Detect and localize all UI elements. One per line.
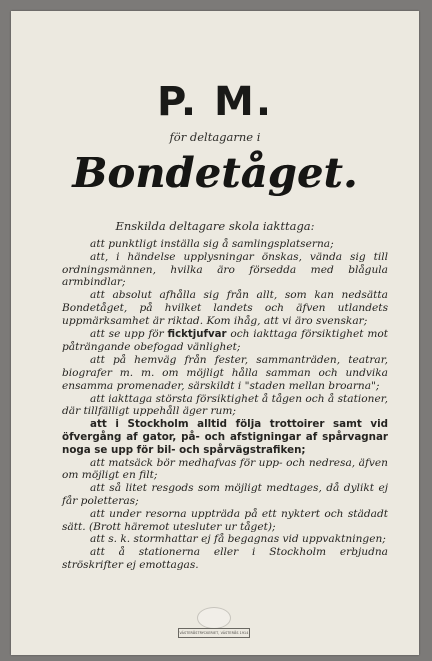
- embossed-seal: [197, 607, 231, 629]
- document-heading: P. M.: [156, 79, 274, 125]
- document-banner-title: Bondetåget.: [72, 149, 358, 197]
- rule-item: [62, 393, 388, 419]
- rule-text: att, i händelse upplysningar önskas, vända sig till ordningsmännen, hvilka äro försedda med blågula armbindlar;: [62, 250, 388, 289]
- rule-text: att i Stockholm alltid följa trottoirer samt vid öfvergång af gator, på- och afstigningar af spårvagnar noga se upp för bil- och spårvägstrafiken;: [62, 418, 388, 456]
- rule-item: [62, 546, 388, 572]
- document-subheading: för deltagarne i: [169, 130, 261, 144]
- rules-intro: Enskilda deltagare skola iakttaga:: [115, 219, 315, 233]
- rule-text: att så litet resgods som möjligt medtages, då dylikt ej får poletteras;: [62, 482, 388, 507]
- rule-item: [62, 482, 388, 508]
- rule-text: att under resorna uppträda på ett nyktert och städadt sätt. (Brott häremot utesluter ur tåget);: [62, 507, 388, 533]
- rule-text: att s. k. stormhattar ej få begagnas vid uppvaktningen;: [90, 533, 386, 546]
- poster-sheet: [11, 11, 419, 655]
- printer-imprint: VÄSTERÅSTRYCKERIET, VÄSTERÅS 1914: [178, 628, 250, 638]
- rule-text: att se upp för: [90, 327, 168, 340]
- rule-item: [62, 251, 388, 289]
- rule-text: att matsäck bör medhafvas för upp- och nedresa, äfven om möjligt en filt;: [62, 456, 388, 482]
- rule-text: att iakttaga största försiktighet å tågen och å stationer, där tillfälligt uppehåll äger rum;: [62, 392, 388, 418]
- rule-emphasis: ficktjufvar: [167, 328, 227, 340]
- rules-list: [62, 238, 388, 572]
- rule-text: och iakttaga försiktighet mot påträngande obefogad vänlighet;: [62, 327, 388, 354]
- rule-item: [62, 533, 388, 546]
- rule-text: att absolut afhålla sig från allt, som kan nedsätta Bondetåget, på hvilket landets och äfven utlandets uppmärksamhet är riktad. Kom ihåg, att vi äro svenskar;: [62, 289, 388, 327]
- rule-item: [62, 328, 388, 355]
- rule-item: [62, 457, 388, 483]
- rule-item: [62, 238, 388, 251]
- rule-text: att å stationerna eller i Stockholm erbjudna ströskrifter ej emottagas.: [62, 546, 388, 571]
- rule-item: [62, 289, 388, 327]
- rule-item: [62, 418, 388, 456]
- rule-item: [62, 508, 388, 534]
- rule-text: att på hemväg från fester, sammanträden, teatrar, biografer m. m. om möjligt hålla samman och undvika ensamma promenader, särskildt i "staden mellan broarna";: [62, 354, 388, 392]
- rule-item: [62, 354, 388, 392]
- rule-text: att punktligt inställa sig å samlingsplatserna;: [90, 238, 334, 250]
